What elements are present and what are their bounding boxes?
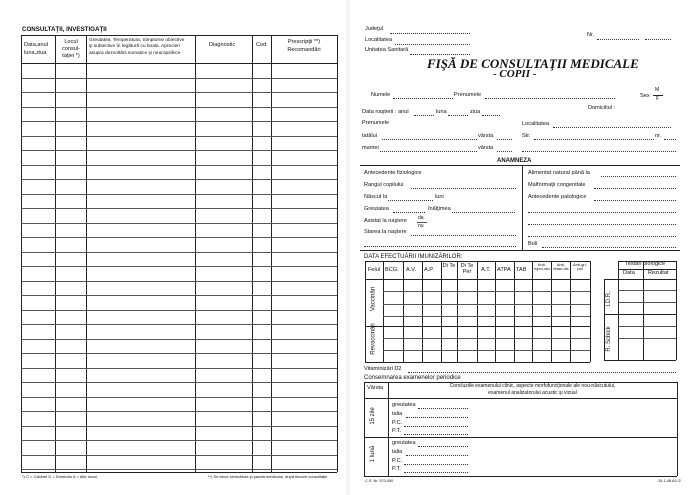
imun-row-line: [383, 350, 590, 351]
table-row-line: [21, 179, 337, 180]
vitaminizari-line: [408, 372, 676, 373]
ziua-line: [482, 115, 500, 116]
prenumele-label: Prenumele: [454, 92, 482, 98]
form-ref: 15-1-48 A4 /2: [658, 479, 681, 483]
table-row-line: [21, 310, 337, 311]
greutatea-line: [393, 212, 425, 213]
table-col-line: [271, 35, 272, 472]
table-col-line: [252, 35, 253, 472]
table-row-line: [21, 237, 337, 238]
table-row-line: [21, 440, 337, 441]
imun-h-antigripal: Anti-gri-pal: [572, 262, 587, 271]
localitatea-dom-line: [553, 127, 671, 128]
table-row-line: [21, 353, 337, 354]
mamei-line: [380, 151, 477, 152]
table-row-line: [21, 150, 337, 151]
imun-row-line: [383, 291, 590, 292]
data-nasterii-label: Data naşterii : anul: [362, 109, 409, 115]
tests-col-line: [643, 261, 644, 360]
antecedente-pat-line: [594, 200, 676, 201]
alimentat-line: [601, 176, 676, 177]
exam2-pc: P.C.: [392, 458, 403, 464]
table-row-line: [21, 223, 337, 224]
vaccinari-label: Vaccinări: [370, 286, 377, 312]
imun-h-atpa: ATPA: [497, 267, 511, 273]
imun-h-felul: Felul: [368, 267, 381, 273]
imun-h-antirujeolic: Anti-rujeo-olic: [533, 262, 551, 271]
nr-line: [597, 39, 639, 40]
varsta-col-header: Vârsta: [367, 385, 384, 391]
table-header-line: [21, 63, 337, 64]
table-top-line: [21, 35, 337, 36]
anamneza-divider: [522, 165, 523, 250]
footnote-places: *) C = Cabinet D = Domiciliu A = Alte locuri: [22, 474, 98, 479]
imun-bottom-line: [365, 362, 590, 363]
nascut-label: Născut la: [364, 194, 388, 200]
asistat-label: Asistat la naştere: [364, 218, 407, 224]
table-col-line: [55, 35, 56, 472]
anul-line: [414, 115, 434, 116]
exams-col-line: [677, 382, 678, 476]
medical-record-page: [350, 0, 700, 495]
greutatea-label: Greutatea: [364, 206, 389, 212]
record-subtitle: - COPII -: [493, 68, 537, 80]
imun-col-line: [441, 261, 442, 362]
judet-line: [390, 33, 470, 34]
tests-mid-line: [604, 314, 676, 315]
exams-header-line: [364, 398, 677, 399]
testari-data: Data: [623, 270, 635, 276]
table-row-line: [21, 295, 337, 296]
idr-label: I.D.R.: [606, 291, 612, 307]
exams-col-line: [364, 382, 365, 476]
domiciliul-label: Domiciliul :: [588, 105, 616, 111]
antecedente-fiz-label: Antecedente fiziologice: [364, 170, 422, 176]
exam1-pt-line: [404, 434, 468, 435]
table-row-line: [21, 121, 337, 122]
table-row-line: [21, 469, 337, 470]
exam2-greutatea-line: [418, 446, 468, 447]
imun-col-line: [403, 261, 404, 362]
antecedente-line-4: [528, 236, 676, 237]
inaltimea-label: înălţimea: [428, 206, 451, 212]
imun-col-line: [477, 261, 478, 362]
age-1-luna: 1 lună: [370, 445, 376, 463]
anamneza-heading: ANAMNEZA: [497, 158, 532, 164]
exam2-pt: P.T.: [392, 466, 401, 472]
table-col-line: [21, 35, 22, 472]
concluzii-header: Concluziile examenului clinic, aspecte morfofuncţionale ale nou-născutului, examenul analizatorului acustic şi vizual: [449, 383, 616, 396]
tests-col-line: [604, 279, 605, 360]
judet-label: Judeţul: [365, 26, 384, 32]
rangul-line: [411, 188, 516, 189]
boli-line: [542, 247, 676, 248]
exam2-pc-line: [404, 464, 468, 465]
nr-dom-label: nr.: [655, 133, 662, 139]
exam2-talia: talia: [392, 449, 403, 455]
tests-row-line: [618, 326, 676, 327]
imun-row-line: [383, 316, 590, 317]
malformatii-line: [594, 188, 676, 189]
prenumele-parinti-label: Prenumele: [362, 120, 390, 126]
imun-h-at: A.T.: [481, 267, 491, 273]
numele-line: [393, 98, 453, 99]
table-row-line: [21, 165, 337, 166]
numele-label: Numele: [371, 92, 391, 98]
tests-row-line: [618, 338, 676, 339]
rangul-label: Rangul copilului: [364, 182, 404, 188]
table-col-line: [195, 35, 196, 472]
str-label: Str.: [522, 133, 531, 139]
col-prescriptions-header: Prescripţii **) Recomandări: [287, 39, 321, 53]
nr-dom-line: [664, 139, 676, 140]
exam1-pt: P.T.: [392, 428, 401, 434]
tests-row-line: [618, 302, 676, 303]
nascut-line: [388, 200, 433, 201]
imun-col-line: [383, 261, 384, 362]
imun-col-line: [590, 261, 591, 362]
localitatea-label: Localitatea: [365, 37, 393, 43]
nr-label: Nr.: [587, 32, 595, 38]
table-row-line: [21, 324, 337, 325]
unitatea-label: Unitatea Sanitară: [365, 47, 409, 53]
imun-h-ap: A.P.: [424, 267, 434, 273]
boli-label: Boli: [528, 241, 538, 247]
luni-label: luni: [435, 194, 444, 200]
schick-label: R. Schick: [606, 326, 612, 352]
antecedente-pat-label: Antecedente patologice: [528, 194, 587, 200]
table-bottom-line: [21, 472, 337, 473]
luna-label: luna: [436, 109, 447, 115]
table-row-line: [21, 92, 337, 93]
table-row-line: [21, 411, 337, 412]
prenumele-line: [485, 98, 615, 99]
imun-h-tab: TAB: [516, 267, 527, 273]
tests-col-line: [618, 261, 619, 279]
testari-heading: Testări biologice: [625, 261, 666, 267]
exam2-pt-line: [404, 472, 468, 473]
tatal-varsta-line: [497, 139, 512, 140]
tests-bottom-line: [604, 360, 676, 361]
consultations-title: CONSULTAŢII, INVESTIGAŢII: [22, 26, 107, 33]
exam2-talia-line: [406, 455, 468, 456]
imun-h-bcg: BCG.: [385, 267, 399, 273]
dom-extra-line: [522, 151, 676, 152]
sex-label: Sex: [640, 93, 650, 99]
malformatii-label: Malformaţii congenitale: [528, 182, 586, 188]
col-code-header: Cod: [256, 42, 267, 48]
imun-col-line: [514, 261, 515, 362]
imun-h-av: A.V.: [406, 267, 417, 273]
col-date-header: Data,anul luna,ziua: [24, 42, 48, 56]
ziua-label: ziua: [470, 109, 481, 115]
table-row-line: [21, 339, 337, 340]
table-row-line: [21, 397, 337, 398]
asistat-da: da: [418, 215, 424, 221]
localitatea-line: [395, 44, 470, 45]
imunizari-rule: [360, 250, 680, 251]
tatal-varsta-label: vârsta: [478, 133, 494, 139]
tests-col-line: [676, 261, 677, 360]
mamei-label: mamei: [362, 145, 379, 151]
table-row-line: [21, 426, 337, 427]
consultations-page: [0, 0, 346, 495]
table-row-line: [21, 208, 337, 209]
imun-mid-line: [365, 326, 590, 327]
age-15-zile: 15 zile: [370, 407, 376, 425]
starea-label: Starea la naştere: [364, 229, 407, 235]
mamei-varsta-line: [497, 151, 512, 152]
nr-line-2: [645, 39, 671, 40]
exam1-greutatea: greutatea: [392, 402, 416, 408]
table-row-line: [21, 107, 337, 108]
localitatea-dom-label: Localitatea: [522, 121, 550, 127]
exam1-talia: talia: [392, 411, 403, 417]
table-row-line: [21, 368, 337, 369]
imunizari-title: DATA EFECTUĂRII IMUNIZĂRILOR:: [364, 254, 463, 260]
table-row-line: [21, 252, 337, 253]
col-diagnosis-header: Diagnostic: [209, 42, 236, 48]
exam1-pc-line: [404, 426, 468, 427]
table-col-line: [337, 35, 338, 472]
vitaminizari-label: Vitaminizări D2: [364, 366, 402, 372]
col-symptoms-header: Greutatea, Temperatura, Simptome obiective şi subiective în legătură cu boala. Aprecieri asupra dezvoltării somatice şi neuropsihice: [89, 38, 185, 56]
imun-h-antitetanic: Anti-tetan-dic: [553, 262, 569, 271]
luna-line: [448, 115, 468, 116]
imun-col-line: [457, 261, 458, 362]
antecedente-line-3: [528, 224, 676, 225]
anamneza-top-rule: [360, 165, 680, 166]
revaccinari-label: Revaccinări: [370, 323, 377, 355]
exam2-greutatea: greutatea: [392, 440, 416, 446]
col-place-header: Locul consul- taţiei *): [61, 39, 81, 60]
mamei-varsta-label: vârsta: [478, 145, 494, 151]
testari-rezultat: Rezultat: [648, 270, 669, 276]
exams-col-line: [388, 382, 389, 476]
table-row-line: [21, 194, 337, 195]
consemnarea-title: Consemnarea examenelor periodice: [364, 375, 461, 381]
table-row-line: [21, 455, 337, 456]
table-row-line: [21, 382, 337, 383]
imun-col-line: [422, 261, 423, 362]
exam1-pc: P.C.: [392, 420, 403, 426]
asistat-nu: nu: [418, 223, 424, 229]
sex-m: M: [655, 87, 660, 93]
imun-row-line: [383, 338, 590, 339]
footnote-signature: **) Se trece semnătura şi parafa medicului, după fiecare consultaţie: [208, 474, 328, 479]
imun-h-dite: Di Te: [442, 263, 456, 269]
imun-h-diteper: Di Te Per: [460, 263, 474, 275]
record-title: FIŞĂ DE CONSULTAŢII MEDICALE: [427, 56, 639, 71]
tatal-line: [382, 139, 477, 140]
inaltimea-line: [452, 212, 515, 213]
imun-col-line: [570, 261, 571, 362]
starea-line-2: [364, 246, 516, 247]
exams-mid-line: [364, 437, 677, 438]
exam1-greutatea-line: [418, 408, 468, 409]
imun-header-line: [365, 279, 590, 280]
table-row-line: [21, 136, 337, 137]
imun-col-line: [495, 261, 496, 362]
str-line: [534, 139, 654, 140]
sex-f: F: [656, 96, 660, 102]
imun-col-line: [551, 261, 552, 362]
exams-bottom-line: [364, 476, 677, 477]
exam1-talia-line: [406, 417, 468, 418]
table-row-line: [21, 266, 337, 267]
table-row-line: [21, 281, 337, 282]
starea-line: [411, 235, 516, 236]
tests-row-line: [618, 290, 676, 291]
imun-col-line: [365, 261, 366, 362]
antecedente-line-2: [528, 212, 676, 213]
imun-col-line: [532, 261, 533, 362]
table-row-line: [21, 78, 337, 79]
unitatea-line: [410, 54, 470, 55]
tatal-label: tatălui: [362, 133, 377, 139]
form-code: C.S. Nr. 570-090: [365, 479, 394, 483]
imun-row-line: [383, 304, 590, 305]
tests-header-line: [604, 279, 676, 280]
alimentat-label: Alimentat natural până la: [528, 170, 590, 176]
table-col-line: [86, 35, 87, 472]
